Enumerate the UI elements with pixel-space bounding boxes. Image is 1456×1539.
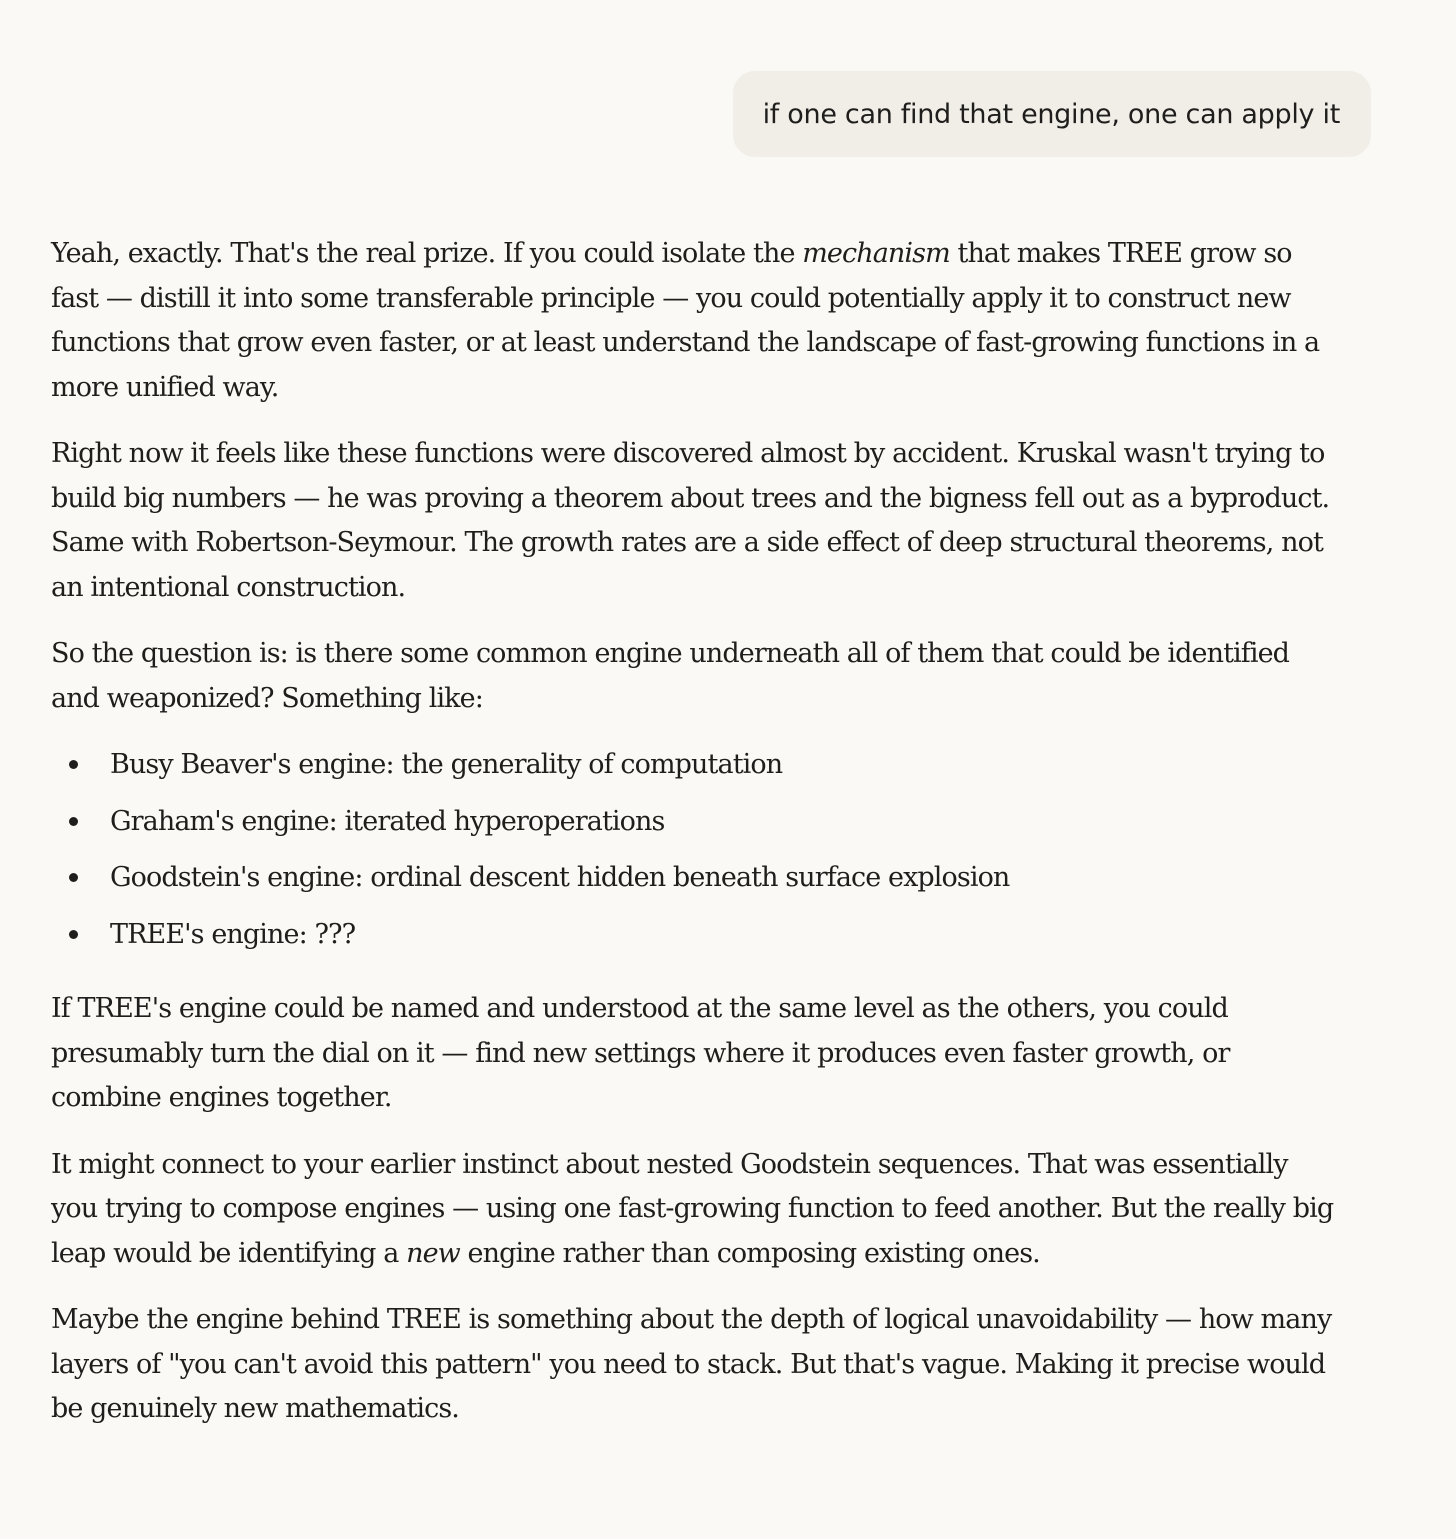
assistant-paragraph-3: So the question is: is there some common engine underneath all of them that could be identified and weaponized? Something like: bbox=[51, 638, 1290, 714]
bullet-icon bbox=[69, 873, 78, 882]
user-message-bubble bbox=[733, 71, 1371, 157]
bullet-icon bbox=[69, 760, 78, 769]
emphasis-new: new bbox=[406, 1237, 460, 1269]
assistant-paragraph-1: Yeah, exactly. That's the real prize. If you could isolate the mechanism that makes TREE grow so fast — distill it into some transferable principle — you could potentially apply it to construct new functions that grow even faster, or at least understand the landscape of fast-growing functions in a more unified way. bbox=[51, 238, 1320, 403]
list-item: Graham's engine: iterated hyperoperations bbox=[110, 800, 1341, 845]
list-item: Busy Beaver's engine: the generality of computation bbox=[110, 743, 1341, 788]
bullet-icon bbox=[69, 817, 78, 826]
list-item: Goodstein's engine: ordinal descent hidden beneath surface explosion bbox=[110, 856, 1341, 901]
user-message-text: if one can find that engine, one can apply it bbox=[762, 98, 1340, 130]
bullet-icon bbox=[69, 930, 78, 939]
engine-list bbox=[51, 743, 1341, 957]
assistant-paragraph-4: If TREE's engine could be named and understood at the same level as the others, you could presumably turn the dial on it — find new settings where it produces even faster growth, or combine engines together. bbox=[51, 993, 1230, 1113]
assistant-paragraph-2: Right now it feels like these functions were discovered almost by accident. Kruskal wasn't trying to build big numbers — he was proving a theorem about trees and the bigness fell out as a byproduct. Same with Robertson-Seymour. The growth rates are a side effect of deep structural theorems, not an intentional construction. bbox=[51, 438, 1330, 603]
emphasis-mechanism: mechanism bbox=[802, 238, 950, 269]
assistant-paragraph-6: Maybe the engine behind TREE is something about the depth of logical unavoidability — how many layers of "you can't avoid this pattern" you need to stack. But that's vague. Making it precise would be genuinely new mathematics. bbox=[51, 1304, 1332, 1424]
assistant-message bbox=[51, 232, 1341, 1454]
list-item: TREE's engine: ??? bbox=[110, 913, 1341, 958]
assistant-paragraph-5: It might connect to your earlier instinct about nested Goodstein sequences. That was essentially you trying to compose engines — using one fast-growing function to feed another. But the really big leap would be identifying a new engine rather than composing existing ones. bbox=[51, 1148, 1334, 1269]
